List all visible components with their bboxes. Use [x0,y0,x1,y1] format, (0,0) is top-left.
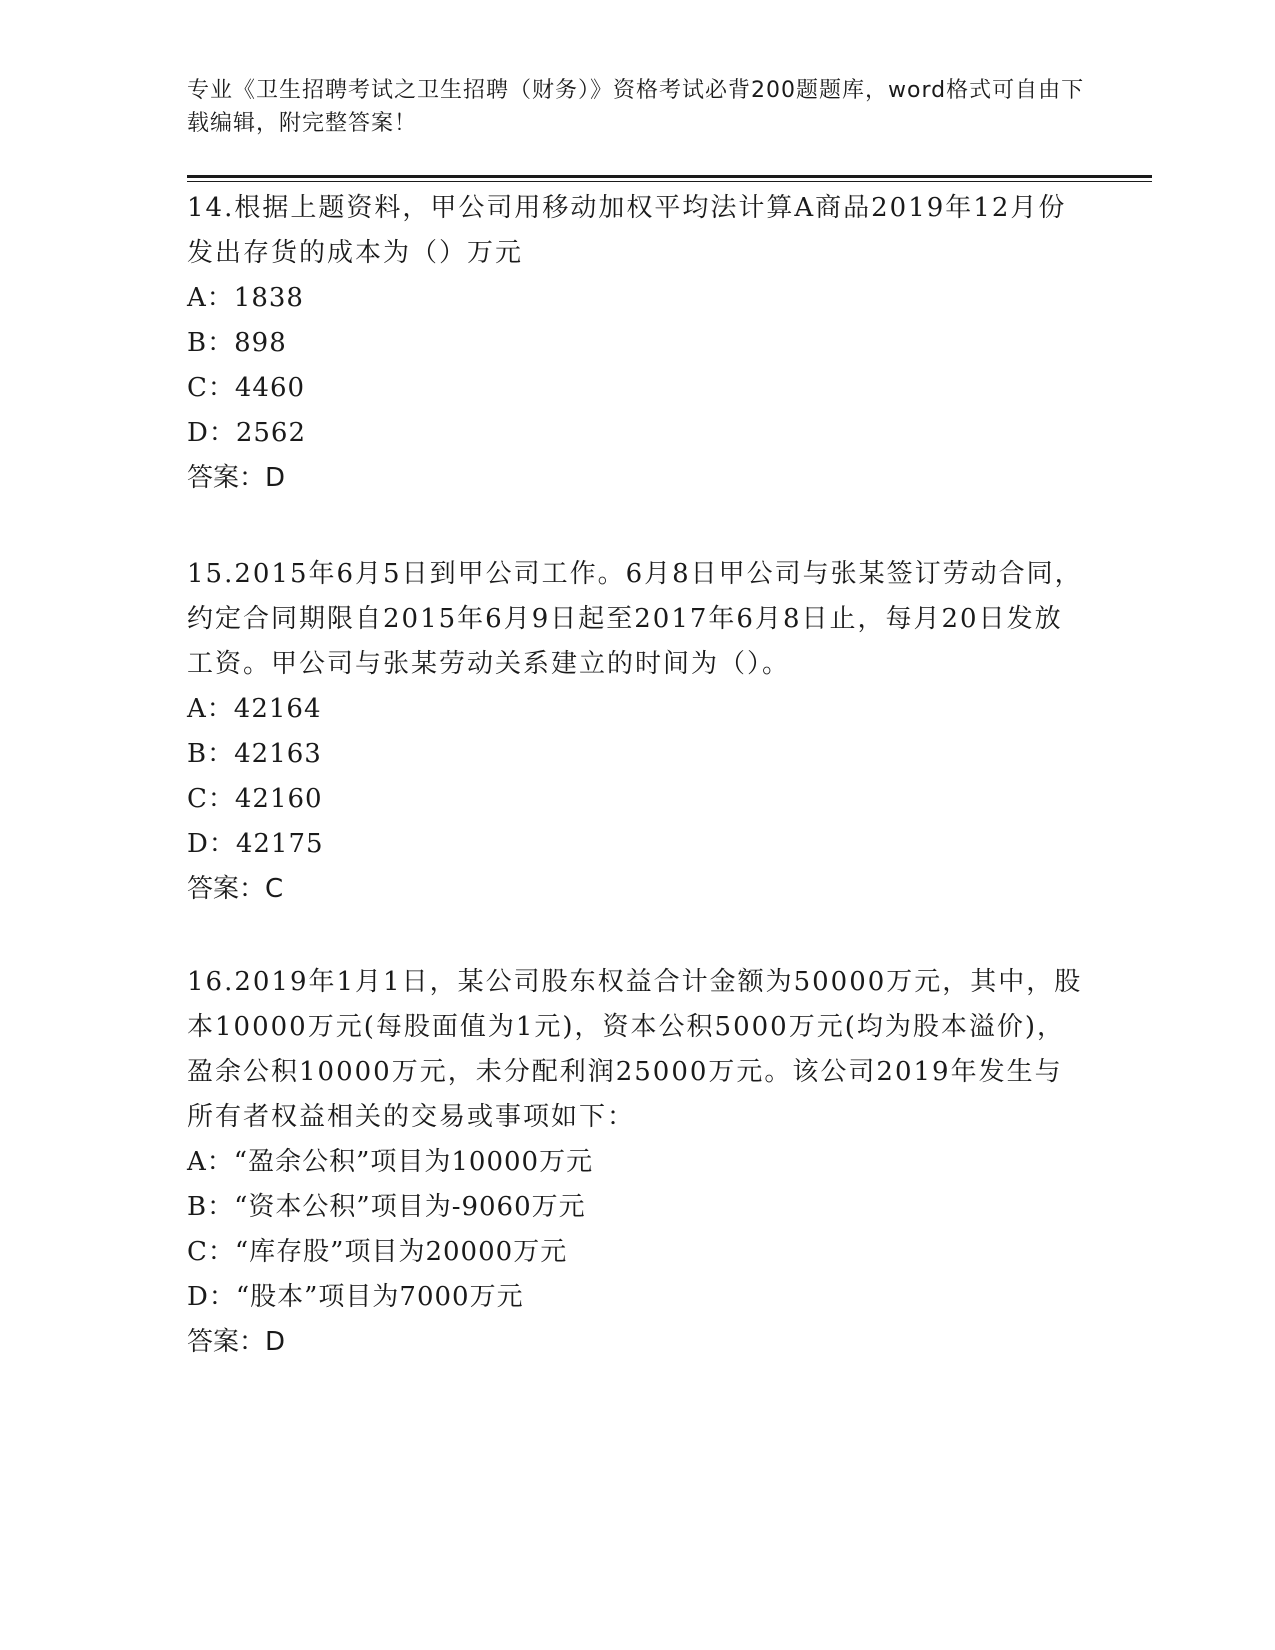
answer: 答案：D [187,1327,286,1357]
question-stem: 15.2015年6月5日到甲公司工作。6月8日甲公司与张某签订劳动合同，约定合同期限自2015年6月9日起至2017年6月8日止，每月20日发放工资。甲公司与张某劳动关系建立的时间为（）。 [187,559,1083,679]
option-a: A：42164 [187,694,322,724]
document-header: 专业《卫生招聘考试之卫生招聘（财务）》资格考试必背200题题库，word格式可自由下载编辑，附完整答案！ [187,78,1085,136]
question-stem: 16.2019年1月1日，某公司股东权益合计金额为50000万元，其中，股本10000万元(每股面值为1元)，资本公积5000万元(均为股本溢价)，盈余公积10000万元，未分配利润25000万元。该公司2019年发生与所有者权益相关的交易或事项如下： [187,967,1083,1132]
question-14 [187,186,1087,501]
option-c: C：4460 [187,373,306,403]
option-d: D：2562 [187,418,307,448]
option-b: B：42163 [187,739,322,769]
option-d: D：“股本”项目为7000万元 [187,1282,524,1312]
answer: 答案：C [187,874,284,904]
option-d: D：42175 [187,829,324,859]
question-15 [187,552,1087,912]
option-a: A：1838 [187,283,304,313]
answer: 答案：D [187,463,286,493]
option-a: A：“盈余公积”项目为10000万元 [187,1147,594,1177]
option-c: C：42160 [187,784,323,814]
question-stem: 14.根据上题资料，甲公司用移动加权平均法计算A商品2019年12月份发出存货的成本为（）万元 [187,193,1067,268]
option-b: B：898 [187,328,287,358]
option-b: B：“资本公积”项目为-9060万元 [187,1192,586,1222]
header-divider-thin [187,181,1152,182]
option-c: C：“库存股”项目为20000万元 [187,1237,568,1267]
question-16 [187,960,1087,1365]
header-divider-thick [187,175,1152,178]
